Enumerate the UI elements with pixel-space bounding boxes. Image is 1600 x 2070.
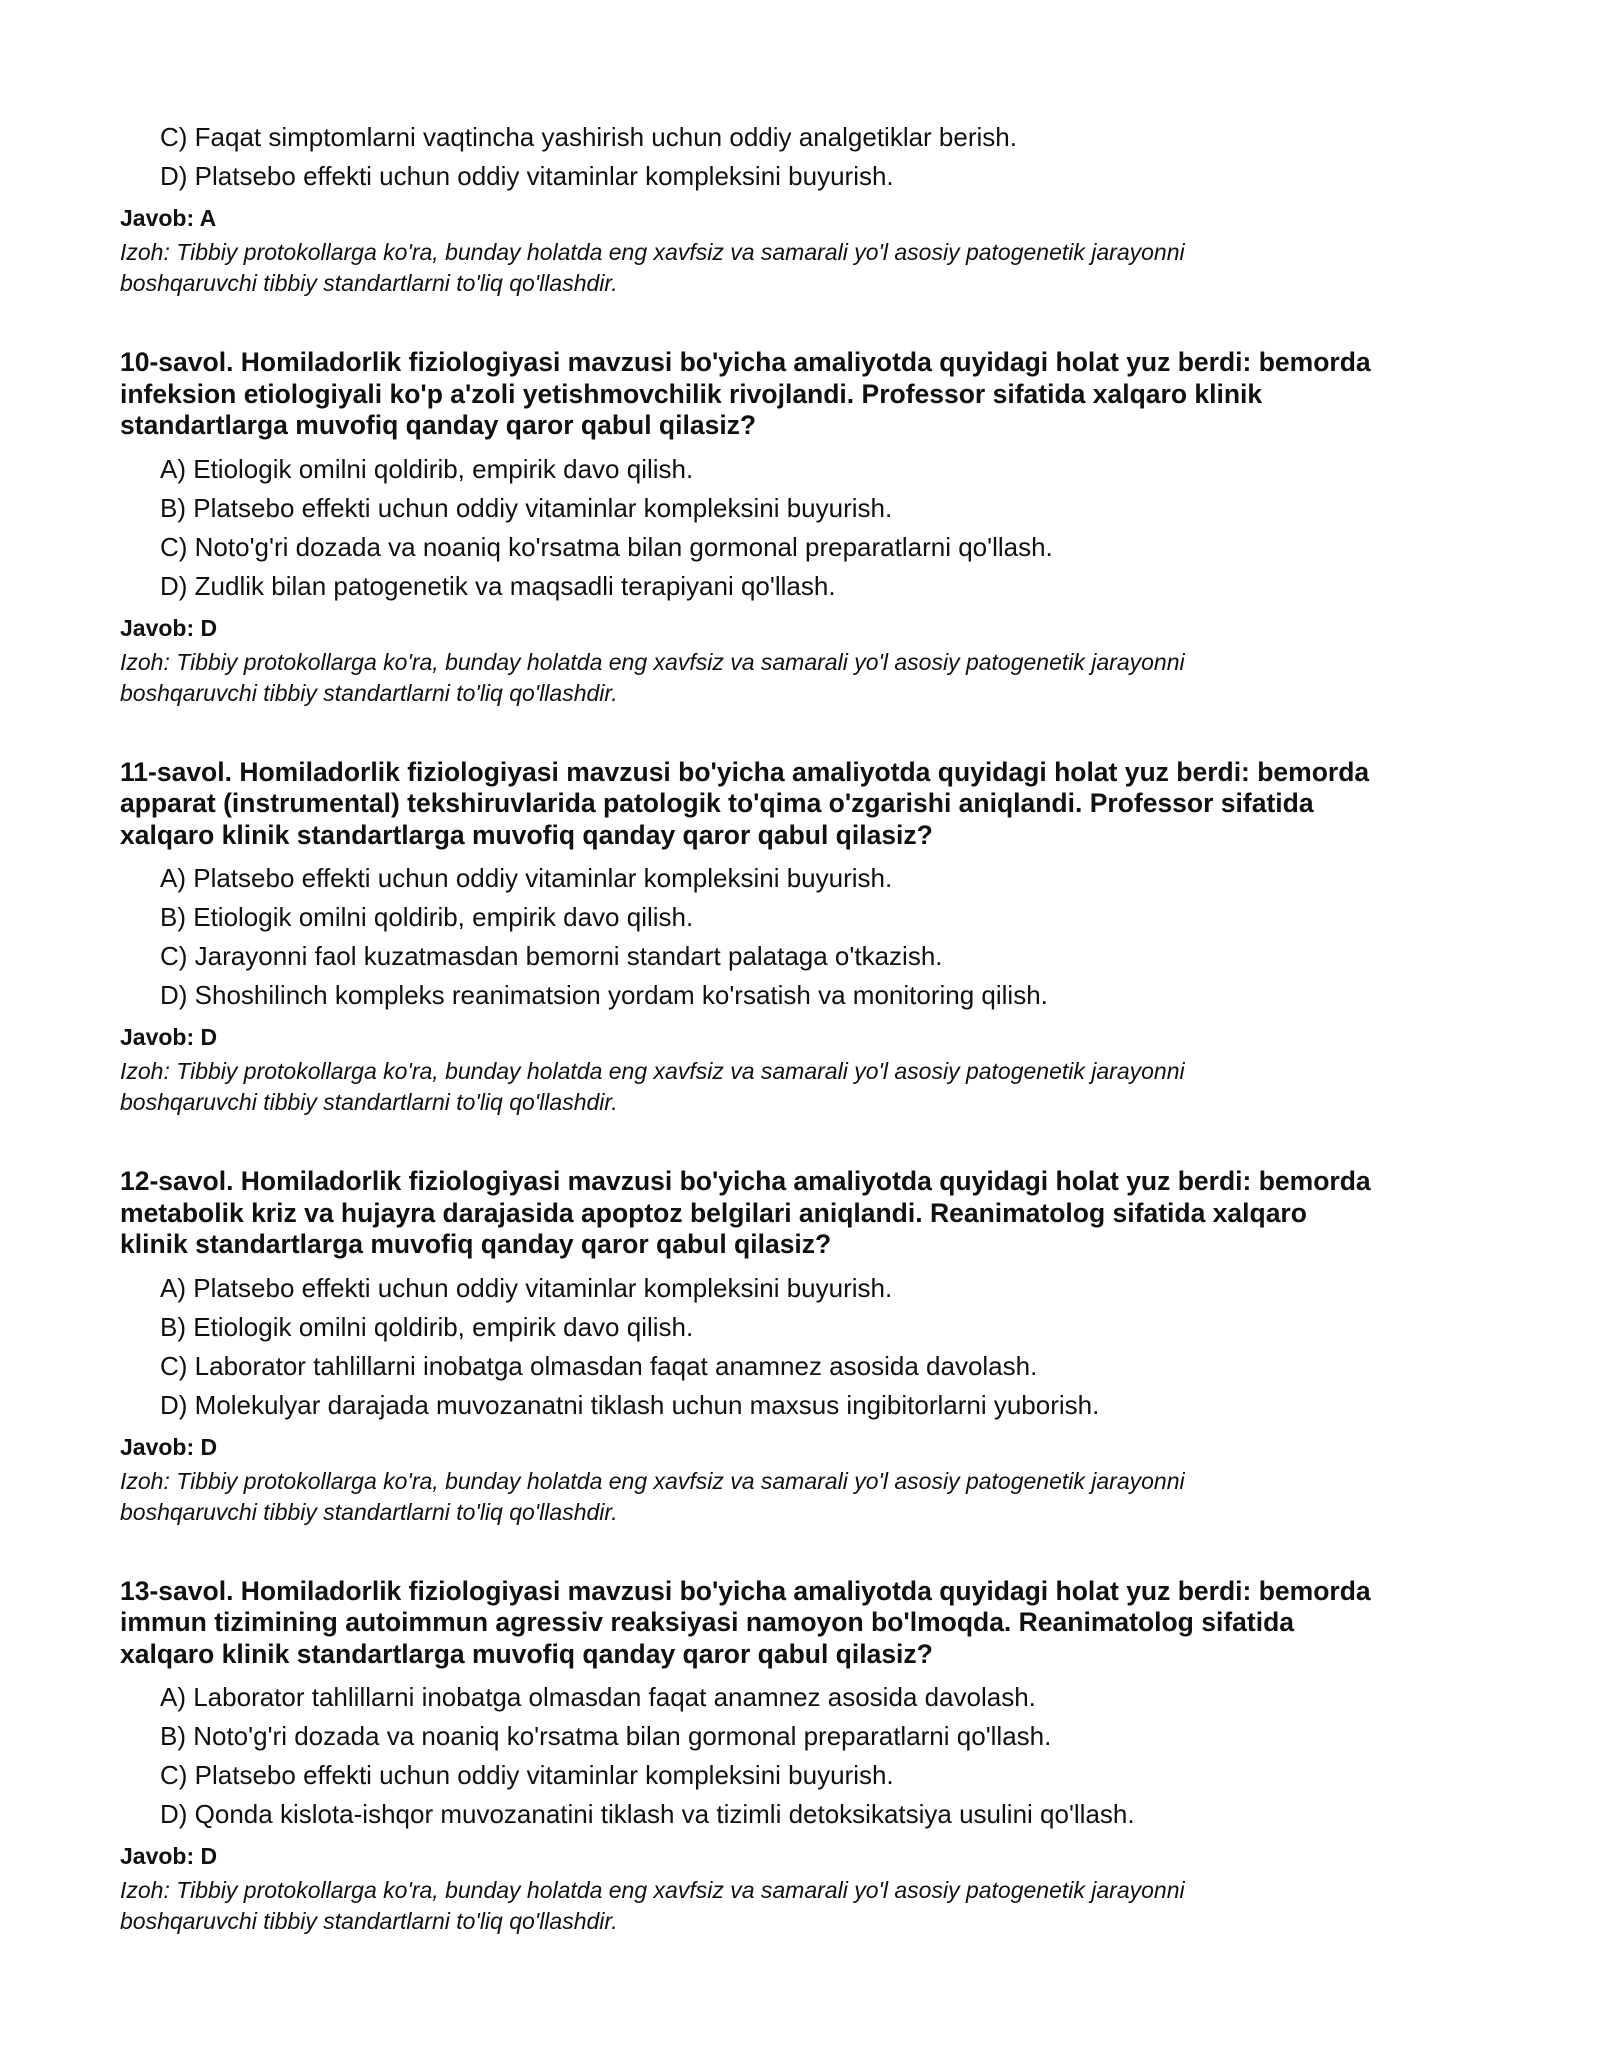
answer-label: Javob: D [120,1024,218,1050]
explanation [120,1875,1480,1937]
option-a: A) Platsebo effekti uchun oddiy vitaminlar kompleksini buyurish. [160,1272,893,1303]
option-b: B) Etiologik omilni qoldirib, empirik davo qilish. [160,902,694,932]
question-11 [120,757,1480,1119]
option-b: B) Etiologik omilni qoldirib, empirik davo qilish. [160,1311,694,1342]
explanation [120,1466,1480,1528]
question-text [120,347,1480,442]
question-text-line: infeksion etiologiyali ko'p a'zoli yetishmovchilik rivojlandi. Professor sifatida xalqaro klinik [120,378,1263,409]
answer-label: Javob: D [120,1843,218,1869]
option-d: D) Qonda kislota-ishqor muvozanatini tiklash va tizimli detoksikatsiya usulini qo'llash. [160,1799,1135,1829]
option-b: B) Noto'g'ri dozada va noaniq ko'rsatma bilan gormonal preparatlarni qo'llash. [160,1721,1052,1751]
option-c: C) Laborator tahlillarni inobatga olmasdan faqat anamnez asosida davolash. [160,1350,1038,1381]
question-text-line: metabolik kriz va hujayra darajasida apoptoz belgilari aniqlandi. Reanimatolog sifatida xalqaro [120,1197,1307,1228]
question-text-line: apparat (instrumental) tekshiruvlarida patologik to'qima o'zgarishi aniqlandi. Professor sifatida [120,788,1314,818]
answer-label: Javob: D [120,614,218,641]
option-d: D) Platsebo effekti uchun oddiy vitaminlar kompleksini buyurish. [160,161,894,191]
question-9-continued [120,118,1480,299]
explanation-line: boshqaruvchi tibbiy standartlarni to'liq qo'llashdir. [120,1089,618,1115]
question-text-line: xalqaro klinik standartlarga muvofiq qanday qaror qabul qilasiz? [120,1638,933,1669]
question-12 [120,1166,1480,1528]
explanation-line: boshqaruvchi tibbiy standartlarni to'liq qo'llashdir. [120,1498,618,1525]
option-b: B) Platsebo effekti uchun oddiy vitaminlar kompleksini buyurish. [160,492,893,523]
option-c: C) Noto'g'ri dozada va noaniq ko'rsatma bilan gormonal preparatlarni qo'llash. [160,531,1053,562]
option-d: D) Shoshilinch kompleks reanimatsion yordam ko'rsatish va monitoring qilish. [160,980,1048,1010]
answer-label: Javob: A [120,205,217,231]
question-text-line: 12-savol. Homiladorlik fiziologiyasi mavzusi bo'yicha amaliyotda quyidagi holat yuz berdi: bemorda [120,1166,1371,1196]
option-d: D) Molekulyar darajada muvozanatni tiklash uchun maxsus ingibitorlarni yuborish. [160,1389,1100,1420]
explanation-line: Izoh: Tibbiy protokollarga ko'ra, bunday holatda eng xavfsiz va samarali yo'l asosiy patogenetik jarayonni [120,648,1185,675]
option-d: D) Zudlik bilan patogenetik va maqsadli terapiyani qo'llash. [160,570,836,601]
question-text-line: 13-savol. Homiladorlik fiziologiyasi mavzusi bo'yicha amaliyotda quyidagi holat yuz berdi: bemorda [120,1575,1371,1606]
explanation [120,647,1480,709]
option-a: A) Etiologik omilni qoldirib, empirik davo qilish. [160,453,694,484]
explanation-line: Izoh: Tibbiy protokollarga ko'ra, bunday holatda eng xavfsiz va samarali yo'l asosiy patogenetik jarayonni [120,1058,1185,1084]
question-text-line: 10-savol. Homiladorlik fiziologiyasi mavzusi bo'yicha amaliyotda quyidagi holat yuz berdi: bemorda [120,347,1371,377]
explanation-line: boshqaruvchi tibbiy standartlarni to'liq qo'llashdir. [120,679,618,706]
explanation-line: Izoh: Tibbiy protokollarga ko'ra, bunday holatda eng xavfsiz va samarali yo'l asosiy patogenetik jarayonni [120,1877,1185,1903]
question-text-line: klinik standartlarga muvofiq qanday qaror qabul qilasiz? [120,1229,832,1259]
question-text-line: immun tizimining autoimmun agressiv reaksiyasi namoyon bo'lmoqda. Reanimatolog sifatida [120,1607,1295,1637]
explanation-line: boshqaruvchi tibbiy standartlarni to'liq qo'llashdir. [120,1908,618,1934]
question-text [120,1166,1480,1261]
question-text [120,1576,1480,1671]
explanation [120,1056,1480,1118]
answer-label: Javob: D [120,1433,218,1460]
explanation-line: boshqaruvchi tibbiy standartlarni to'liq qo'llashdir. [120,270,618,296]
option-c: C) Faqat simptomlarni vaqtincha yashirish uchun oddiy analgetiklar berish. [160,122,1017,152]
option-a: A) Platsebo effekti uchun oddiy vitaminlar kompleksini buyurish. [160,863,893,893]
question-13 [120,1576,1480,1938]
option-a: A) Laborator tahlillarni inobatga olmasdan faqat anamnez asosida davolash. [160,1682,1036,1712]
option-c: C) Jarayonni faol kuzatmasdan bemorni standart palataga o'tkazish. [160,941,943,971]
explanation-line: Izoh: Tibbiy protokollarga ko'ra, bunday holatda eng xavfsiz va samarali yo'l asosiy patogenetik jarayonni [120,1467,1185,1494]
explanation [120,237,1480,299]
question-text-line: standartlarga muvofiq qanday qaror qabul qilasiz? [120,410,757,440]
explanation-line: Izoh: Tibbiy protokollarga ko'ra, bunday holatda eng xavfsiz va samarali yo'l asosiy patogenetik jarayonni [120,239,1185,265]
question-text [120,757,1480,852]
option-c: C) Platsebo effekti uchun oddiy vitaminlar kompleksini buyurish. [160,1760,894,1790]
question-10 [120,347,1480,709]
question-text-line: 11-savol. Homiladorlik fiziologiyasi mavzusi bo'yicha amaliyotda quyidagi holat yuz berdi: bemorda [120,756,1370,787]
question-text-line: xalqaro klinik standartlarga muvofiq qanday qaror qabul qilasiz? [120,819,933,850]
